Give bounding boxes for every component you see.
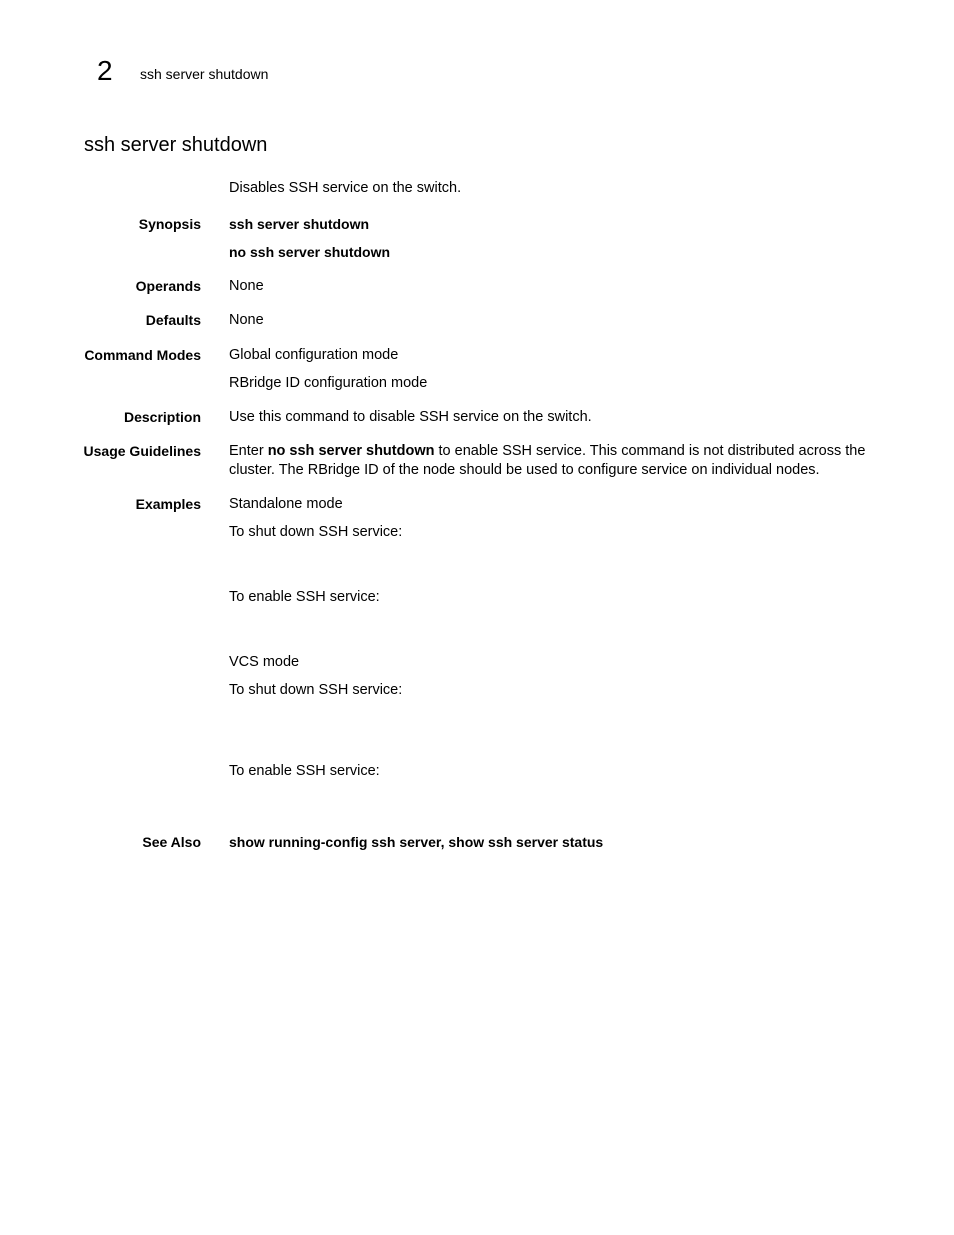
usage-label: Usage Guidelines [83,443,201,459]
page-title: ssh server shutdown [84,134,268,156]
operands-label: Operands [135,278,201,294]
description-value: Use this command to disable SSH service on the switch. [229,409,592,425]
command-mode-rbridge: RBridge ID configuration mode [229,375,428,391]
see-also-links[interactable]: show running-config ssh server, show ssh server status [229,834,604,850]
synopsis-no-command: no ssh server shutdown [229,244,391,260]
defaults-label: Defaults [145,312,201,328]
synopsis-label: Synopsis [138,216,201,232]
usage-text [229,442,879,480]
vcs-mode-heading: VCS mode [229,654,300,670]
standalone-enable-text: To enable SSH service: [229,589,380,605]
chapter-number: 2 [97,55,113,86]
description-label: Description [123,409,201,425]
usage-command: no ssh server shutdown [267,443,435,459]
synopsis-command: ssh server shutdown [229,216,370,232]
standalone-mode-heading: Standalone mode [229,496,343,512]
see-also-label: See Also [142,834,201,850]
standalone-shutdown-text: To shut down SSH service: [229,524,403,540]
running-head: ssh server shutdown [140,66,269,82]
vcs-shutdown-text: To shut down SSH service: [229,682,403,698]
operands-value: None [229,278,264,294]
examples-label: Examples [135,496,201,512]
command-modes-label: Command Modes [84,347,201,363]
usage-text-after: to enable SSH service. This command is not distributed across the cluster. The RBridge ID of the node should be used to configure service on individual nodes. [229,443,866,478]
vcs-enable-text: To enable SSH service: [229,763,380,779]
usage-text-before: Enter [229,443,268,459]
command-mode-global: Global configuration mode [229,347,399,363]
defaults-value: None [229,312,264,328]
intro-text: Disables SSH service on the switch. [229,180,462,196]
